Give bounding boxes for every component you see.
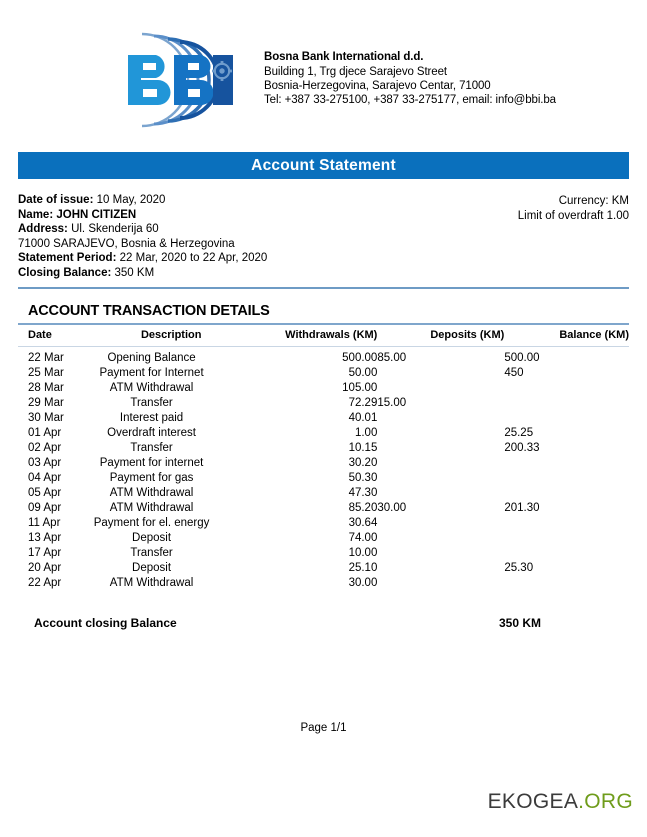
cell-deposits bbox=[377, 365, 504, 380]
cell-description: Transfer bbox=[130, 546, 173, 559]
date-of-issue-row bbox=[18, 193, 267, 208]
closing-balance-value: 350 KM bbox=[114, 266, 155, 279]
page-title: Account Statement bbox=[251, 156, 396, 174]
cell-balance: 200.33 bbox=[504, 441, 540, 454]
cell-date: 20 Apr bbox=[28, 561, 62, 574]
section-title: ACCOUNT TRANSACTION DETAILS bbox=[28, 303, 270, 319]
table-row bbox=[18, 346, 629, 365]
cell-balance: 25.25 bbox=[504, 426, 534, 439]
transactions-table-body bbox=[18, 346, 629, 590]
cell-deposits bbox=[377, 560, 504, 575]
transactions-table-head bbox=[18, 325, 629, 347]
cell-deposits bbox=[377, 410, 504, 425]
cell-date: 02 Apr bbox=[28, 441, 62, 454]
cell-date: 01 Apr bbox=[28, 426, 62, 439]
cell-description: Interest paid bbox=[119, 411, 184, 424]
cell-withdrawals: 500.00 bbox=[342, 351, 378, 364]
table-row bbox=[18, 515, 629, 530]
cell-balance bbox=[504, 530, 629, 545]
account-closing-balance bbox=[18, 616, 629, 630]
meta-divider bbox=[18, 287, 629, 289]
table-row bbox=[18, 485, 629, 500]
account-name-value: JOHN CITIZEN bbox=[56, 208, 137, 221]
cell-withdrawals: 47.30 bbox=[348, 486, 378, 499]
cell-withdrawals: 85.20 bbox=[348, 501, 378, 514]
table-row bbox=[18, 440, 629, 455]
cell-description: ATM Withdrawal bbox=[109, 381, 194, 394]
table-row bbox=[18, 455, 629, 470]
watermark-name: EKOGEA bbox=[487, 790, 579, 813]
watermark-tld: .ORG bbox=[578, 790, 633, 813]
bank-address-line-2: Bosnia-Herzegovina, Sarajevo Centar, 71000 bbox=[264, 80, 491, 92]
cell-deposits bbox=[377, 425, 504, 440]
cell-deposits bbox=[377, 470, 504, 485]
cell-description: Overdraft interest bbox=[107, 426, 196, 439]
cell-withdrawals: 10.00 bbox=[348, 546, 378, 559]
date-of-issue-label: Date of issue: bbox=[18, 194, 94, 206]
statement-meta bbox=[18, 193, 629, 280]
column-header-balance: Balance (KM) bbox=[504, 325, 629, 347]
cell-withdrawals: 30.64 bbox=[348, 516, 378, 529]
bank-contact-block bbox=[264, 30, 556, 107]
cell-withdrawals: 105.00 bbox=[342, 381, 378, 394]
table-row bbox=[18, 380, 629, 395]
closing-balance-row bbox=[18, 266, 267, 281]
cell-withdrawals: 74.00 bbox=[348, 531, 378, 544]
document-header bbox=[0, 0, 647, 130]
statement-period-row bbox=[18, 251, 267, 266]
cell-balance bbox=[504, 575, 629, 590]
cell-deposits: 85.00 bbox=[377, 351, 407, 364]
cell-date: 05 Apr bbox=[28, 486, 62, 499]
cell-withdrawals: 25.10 bbox=[348, 561, 378, 574]
cell-deposits bbox=[377, 530, 504, 545]
column-header-withdrawals: Withdrawals (KM) bbox=[232, 325, 377, 347]
cell-deposits bbox=[377, 485, 504, 500]
cell-balance bbox=[504, 455, 629, 470]
ekogea-watermark bbox=[488, 790, 633, 814]
cell-withdrawals: 10.15 bbox=[348, 441, 378, 454]
cell-balance bbox=[504, 470, 629, 485]
table-row bbox=[18, 365, 629, 380]
address-line-2: 71000 SARAJEVO, Bosnia & Herzegovina bbox=[18, 237, 235, 250]
cell-description: Transfer bbox=[130, 396, 173, 409]
cell-description: ATM Withdrawal bbox=[109, 501, 194, 514]
table-row bbox=[18, 410, 629, 425]
cell-balance: 500.00 bbox=[504, 351, 540, 364]
cell-date: 03 Apr bbox=[28, 456, 62, 469]
cell-deposits: 30.00 bbox=[377, 501, 407, 514]
cell-withdrawals: 40.01 bbox=[348, 411, 378, 424]
currency-line: Currency: KM bbox=[558, 195, 629, 207]
cell-description: Deposit bbox=[132, 561, 172, 574]
bank-contact-line: Tel: +387 33-275100, +387 33-275177, email: info@bbi.ba bbox=[264, 94, 556, 106]
table-row bbox=[18, 500, 629, 515]
cell-balance bbox=[504, 410, 629, 425]
statement-meta-right bbox=[518, 193, 629, 224]
cell-deposits bbox=[377, 515, 504, 530]
statement-period-label: Statement Period: bbox=[18, 252, 117, 264]
cell-date: 17 Apr bbox=[28, 546, 62, 559]
cell-deposits bbox=[377, 380, 504, 395]
cell-balance bbox=[504, 380, 629, 395]
cell-description: Payment for el. energy bbox=[93, 516, 210, 529]
table-row bbox=[18, 395, 629, 410]
table-row bbox=[18, 425, 629, 440]
cell-date: 09 Apr bbox=[28, 501, 62, 514]
date-of-issue-value: 10 May, 2020 bbox=[96, 194, 166, 206]
cell-deposits bbox=[377, 575, 504, 590]
table-row bbox=[18, 575, 629, 590]
account-closing-balance-value: 350 KM bbox=[498, 616, 541, 630]
address-row bbox=[18, 222, 267, 237]
cell-description: Payment for internet bbox=[99, 456, 204, 469]
column-header-deposits: Deposits (KM) bbox=[377, 325, 504, 347]
table-row bbox=[18, 545, 629, 560]
cell-date: 29 Mar bbox=[28, 396, 64, 409]
cell-deposits bbox=[377, 545, 504, 560]
cell-withdrawals: 1.00 bbox=[354, 426, 378, 439]
cell-balance bbox=[504, 485, 629, 500]
cell-deposits: 15.00 bbox=[377, 396, 407, 409]
bank-address-line-1: Building 1, Trg djece Sarajevo Street bbox=[264, 66, 447, 78]
column-header-date: Date bbox=[18, 325, 71, 347]
bbi-logo bbox=[112, 30, 252, 130]
table-row bbox=[18, 470, 629, 485]
bank-name: Bosna Bank International d.d. bbox=[264, 51, 424, 63]
cell-date: 22 Mar bbox=[28, 351, 64, 364]
account-name-row bbox=[18, 208, 267, 223]
cell-date: 30 Mar bbox=[28, 411, 64, 424]
column-header-description: Description bbox=[71, 325, 232, 347]
cell-withdrawals: 30.00 bbox=[348, 576, 378, 589]
cell-balance: 450 bbox=[504, 366, 524, 379]
cell-withdrawals: 72.29 bbox=[348, 396, 378, 409]
transactions-table bbox=[18, 325, 629, 591]
cell-withdrawals: 50.00 bbox=[348, 366, 378, 379]
cell-balance: 201.30 bbox=[504, 501, 540, 514]
cell-balance: 25.30 bbox=[504, 561, 534, 574]
table-row bbox=[18, 560, 629, 575]
table-header-row bbox=[18, 325, 629, 347]
address-value: Ul. Skenderija 60 bbox=[71, 223, 159, 235]
cell-description: Payment for Internet bbox=[99, 366, 204, 379]
address-label: Address: bbox=[18, 223, 68, 235]
cell-withdrawals: 30.20 bbox=[348, 456, 378, 469]
overdraft-limit-line: Limit of overdraft 1.00 bbox=[517, 210, 629, 222]
cell-date: 28 Mar bbox=[28, 381, 64, 394]
cell-description: Opening Balance bbox=[107, 351, 196, 364]
cell-description: Deposit bbox=[132, 531, 172, 544]
cell-date: 22 Apr bbox=[28, 576, 62, 589]
cell-balance bbox=[504, 545, 629, 560]
statement-meta-left bbox=[18, 193, 267, 280]
bbi-logo-icon bbox=[112, 30, 252, 130]
account-name-label: Name: bbox=[18, 208, 54, 221]
cell-deposits bbox=[377, 440, 504, 455]
cell-deposits bbox=[377, 455, 504, 470]
cell-balance bbox=[504, 395, 629, 410]
cell-description: ATM Withdrawal bbox=[109, 486, 194, 499]
cell-date: 25 Mar bbox=[28, 366, 64, 379]
statement-period-value: 22 Mar, 2020 to 22 Apr, 2020 bbox=[119, 252, 268, 264]
cell-withdrawals: 50.30 bbox=[348, 471, 378, 484]
table-row bbox=[18, 530, 629, 545]
cell-balance bbox=[504, 515, 629, 530]
page-number: Page 1/1 bbox=[300, 722, 347, 734]
closing-balance-label: Closing Balance: bbox=[18, 266, 112, 279]
cell-date: 11 Apr bbox=[28, 516, 61, 529]
cell-date: 04 Apr bbox=[28, 471, 62, 484]
account-closing-balance-label: Account closing Balance bbox=[34, 616, 177, 630]
document-title-bar bbox=[18, 152, 629, 179]
cell-description: ATM Withdrawal bbox=[109, 576, 194, 589]
cell-description: Payment for gas bbox=[109, 471, 194, 484]
cell-date: 13 Apr bbox=[28, 531, 62, 544]
cell-description: Transfer bbox=[130, 441, 173, 454]
